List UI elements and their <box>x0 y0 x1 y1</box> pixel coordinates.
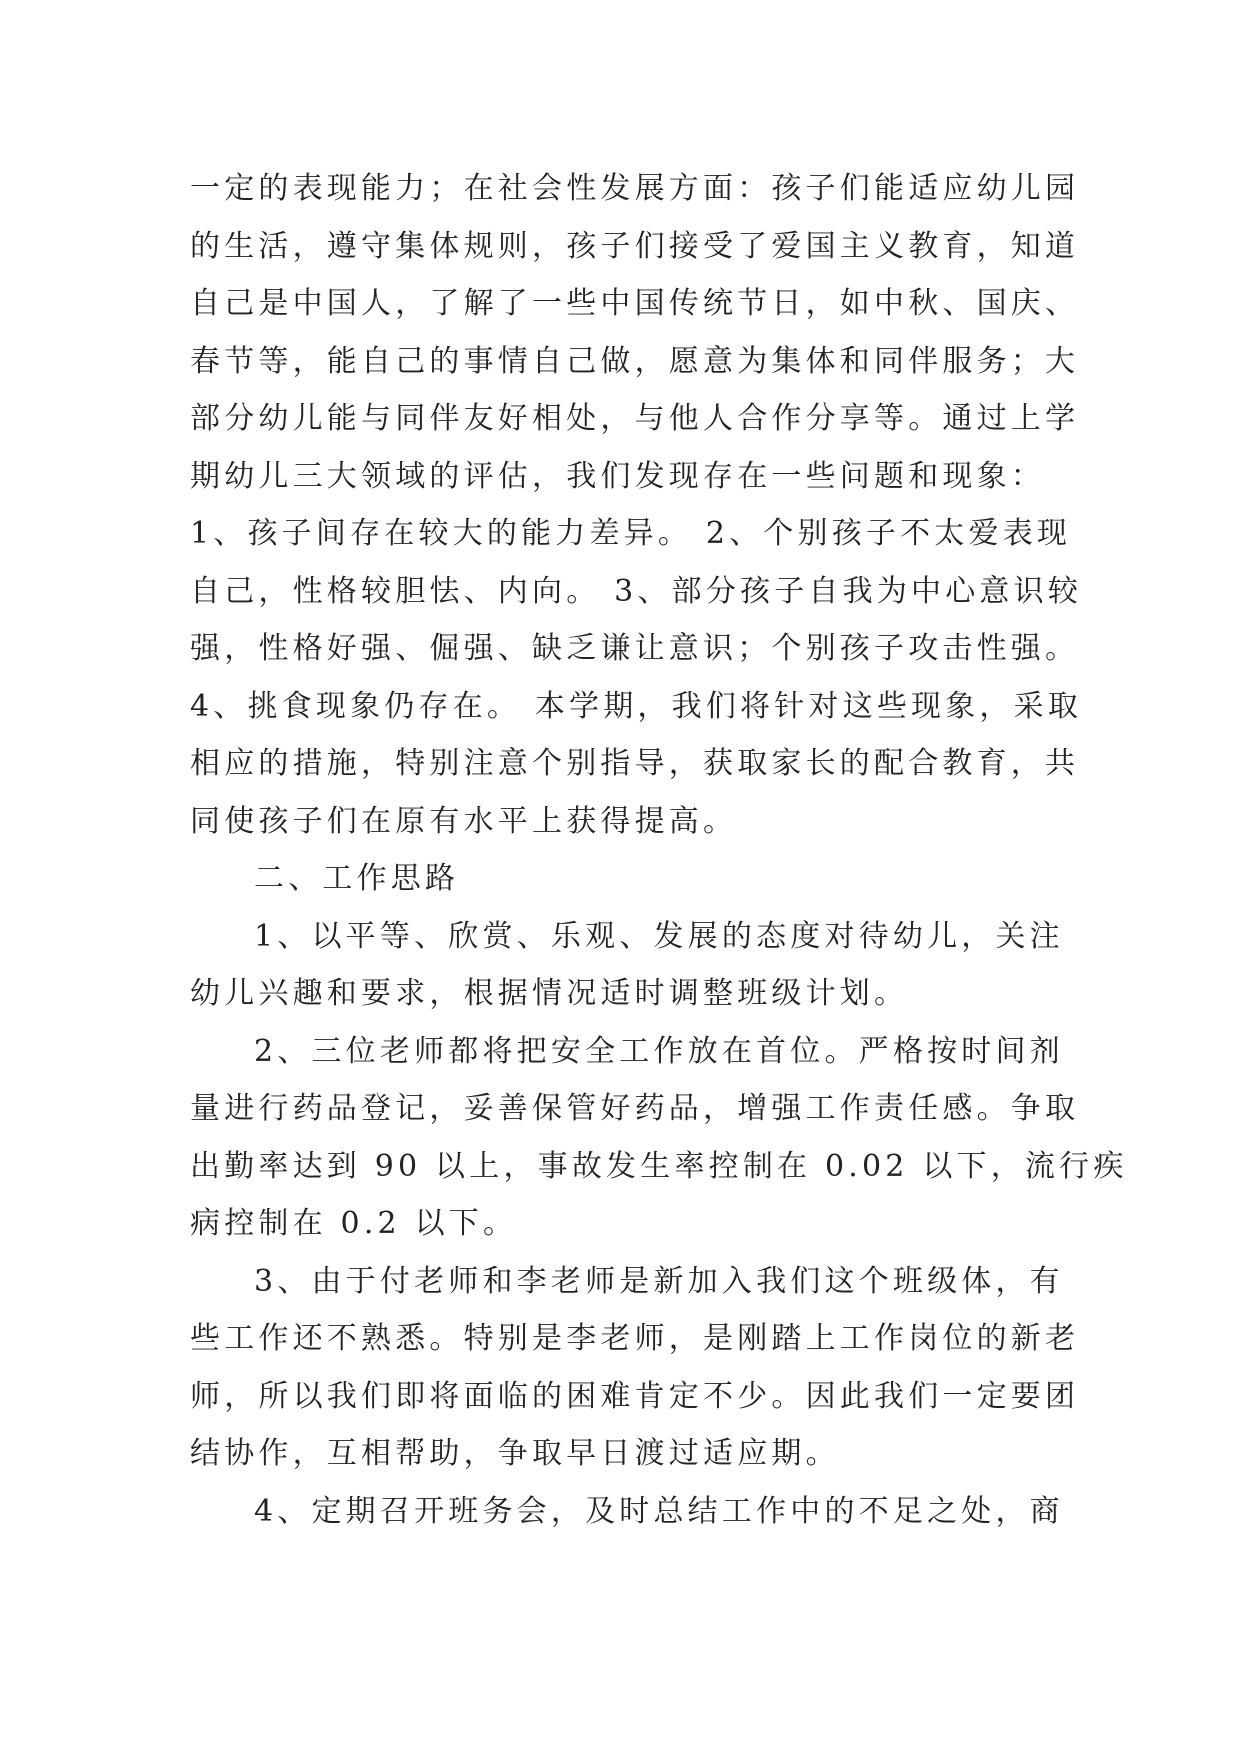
text-line-4: 春节等，能自己的事情自己做，愿意为集体和同伴服务；大 <box>190 343 1080 379</box>
text-line-8: 自己，性格较胆怯、内向。 3、部分孩子自我为中心意识较 <box>190 573 1083 609</box>
text-line-24: 4、定期召开班务会，及时总结工作中的不足之处，商 <box>254 1493 1064 1529</box>
text-line-10: 4、挑食现象仍存在。 本学期，我们将针对这些现象，采取 <box>190 688 1083 724</box>
text-line-3: 自己是中国人，了解了一些中国传统节日，如中秋、国庆、 <box>190 286 1080 321</box>
text-line-14: 1、以平等、欣赏、乐观、发展的态度对待幼儿，关注 <box>254 918 1064 954</box>
text-line-17: 量进行药品登记，妥善保管好药品，增强工作责任感。争取 <box>190 1091 1080 1126</box>
text-line-12: 同使孩子们在原有水平上获得提高。 <box>190 803 738 839</box>
text-line-6: 期幼儿三大领域的评估，我们发现存在一些问题和现象： <box>190 458 1045 494</box>
text-line-16: 2、三位老师都将把安全工作放在首位。严格按时间剂 <box>254 1033 1064 1069</box>
text-line-21: 些工作还不熟悉。特别是李老师，是刚踏上工作岗位的新老 <box>190 1321 1080 1356</box>
text-line-1: 一定的表现能力；在社会性发展方面：孩子们能适应幼儿园 <box>190 171 1080 206</box>
text-line-2: 的生活，遵守集体规则，孩子们接受了爱国主义教育，知道 <box>190 228 1080 264</box>
text-line-9: 强，性格好强、倔强、缺乏谦让意识；个别孩子攻击性强。 <box>190 631 1080 666</box>
text-line-22: 师，所以我们即将面临的困难肯定不少。因此我们一定要团 <box>190 1378 1080 1414</box>
text-line-15: 幼儿兴趣和要求，根据情况适时调整班级计划。 <box>190 976 909 1011</box>
section-heading: 二、工作思路 <box>254 861 460 896</box>
text-line-20: 3、由于付老师和李老师是新加入我们这个班级体，有 <box>254 1263 1064 1299</box>
text-line-7: 1、孩子间存在较大的能力差异。 2、个别孩子不太爱表现 <box>190 516 1072 551</box>
text-line-19: 病控制在 0.2 以下。 <box>190 1206 518 1241</box>
text-line-11: 相应的措施，特别注意个别指导，获取家长的配合教育，共 <box>190 746 1080 781</box>
text-line-5: 部分幼儿能与同伴友好相处，与他人合作分享等。通过上学 <box>190 401 1080 436</box>
text-line-23: 结协作，互相帮助，争取早日渡过适应期。 <box>190 1436 840 1471</box>
body-text <box>190 160 1128 1540</box>
text-line-18: 出勤率达到 90 以上，事故发生率控制在 0.02 以下，流行疾 <box>190 1148 1128 1184</box>
